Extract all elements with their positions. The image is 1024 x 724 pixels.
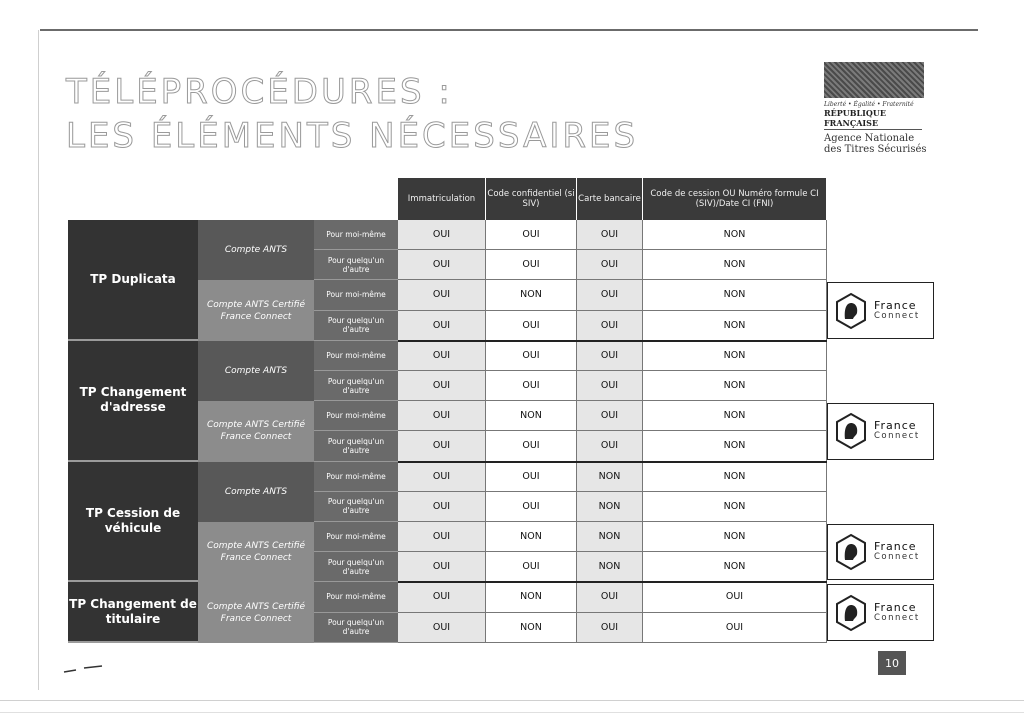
france-connect-line-1: France xyxy=(874,419,917,433)
row-for-label: Pour quelqu'un d'autre xyxy=(314,492,398,522)
table-cell-value: NON xyxy=(643,341,827,371)
france-connect-label xyxy=(874,420,920,442)
table-cell-value: OUI xyxy=(486,220,577,250)
table-cell-value: NON xyxy=(577,462,643,492)
slide-title-line-1: TÉLÉPROCÉDURES : xyxy=(66,72,453,112)
table-cell-value: OUI xyxy=(486,341,577,371)
france-connect-line-1: France xyxy=(874,540,917,554)
table-cell-value: OUI xyxy=(486,311,577,341)
france-connect-badge xyxy=(827,524,934,580)
table-cell-value: OUI xyxy=(398,250,486,280)
pen-scribble-icon xyxy=(62,662,106,676)
table-cell-value: OUI xyxy=(577,311,643,341)
table-cell-value: NON xyxy=(643,522,827,552)
group-divider xyxy=(398,461,827,463)
row-for-label: Pour moi-même xyxy=(314,341,398,371)
table-cell-value: OUI xyxy=(577,250,643,280)
scan-border-left xyxy=(38,30,39,690)
table-cell-value: NON xyxy=(577,522,643,552)
table-cell-value: OUI xyxy=(577,220,643,250)
account-certified-france-connect: Compte ANTS Certifié France Connect xyxy=(198,582,314,642)
account-ants: Compte ANTS xyxy=(198,462,314,522)
table-cell-value: NON xyxy=(486,582,577,612)
logo-agency-line-1: Agence Nationale xyxy=(824,133,915,144)
table-cell-value: NON xyxy=(643,220,827,250)
table-cell-value: OUI xyxy=(577,613,643,643)
scan-border-top xyxy=(40,29,978,31)
procedure-name: TP Duplicata xyxy=(68,220,198,341)
row-for-label: Pour moi-même xyxy=(314,220,398,250)
slide-title xyxy=(66,70,638,158)
table-cell-value: OUI xyxy=(577,582,643,612)
column-header-2: Code confidentiel (si SIV) xyxy=(486,178,577,220)
france-connect-line-1: France xyxy=(874,298,917,312)
table-cell-value: OUI xyxy=(398,522,486,552)
france-connect-badge xyxy=(827,584,934,640)
table-cell-value: NON xyxy=(577,492,643,522)
row-for-label: Pour moi-même xyxy=(314,462,398,492)
france-connect-line-2: Connect xyxy=(874,310,920,321)
france-connect-line-2: Connect xyxy=(874,431,920,442)
logo-republic: RÉPUBLIQUE FRANÇAISE xyxy=(824,108,922,130)
table-cell-value: NON xyxy=(486,613,577,643)
row-for-label: Pour moi-même xyxy=(314,401,398,431)
table-cell-value: OUI xyxy=(398,552,486,582)
table-cell-value: OUI xyxy=(398,462,486,492)
procedure-name: TP Changement de titulaire xyxy=(68,582,198,642)
logo-agency xyxy=(824,133,928,155)
table-cell-value: NON xyxy=(486,280,577,310)
table-cell-value: OUI xyxy=(398,431,486,461)
column-header-1: Immatriculation xyxy=(398,178,486,220)
table-cell-value: OUI xyxy=(486,462,577,492)
france-connect-icon xyxy=(834,533,868,571)
france-connect-line-2: Connect xyxy=(874,552,920,563)
row-for-label: Pour quelqu'un d'autre xyxy=(314,250,398,280)
france-connect-icon xyxy=(834,412,868,450)
account-certified-france-connect: Compte ANTS Certifié France Connect xyxy=(198,522,314,582)
table-cell-value: OUI xyxy=(486,492,577,522)
table-cell-value: OUI xyxy=(398,280,486,310)
logo-motto: Liberté • Égalité • Fraternité xyxy=(824,101,914,108)
logo-agency-line-2: des Titres Sécurisés xyxy=(824,144,927,155)
column-header-4: Code de cession OU Numéro formule CI (SIV)/Date CI (FNI) xyxy=(643,178,827,220)
table-cell-value: OUI xyxy=(486,250,577,280)
procedure-name: TP Cession de véhicule xyxy=(68,462,198,583)
account-ants: Compte ANTS xyxy=(198,220,314,280)
table-cell-value: OUI xyxy=(398,311,486,341)
france-connect-line-1: France xyxy=(874,600,917,614)
france-connect-line-2: Connect xyxy=(874,612,920,623)
table-cell-value: OUI xyxy=(398,492,486,522)
table-cell-value: OUI xyxy=(486,552,577,582)
row-for-label: Pour moi-même xyxy=(314,582,398,612)
table-cell-value: OUI xyxy=(398,401,486,431)
page-number: 10 xyxy=(878,651,906,675)
table-cell-value: OUI xyxy=(486,371,577,401)
account-certified-france-connect: Compte ANTS Certifié France Connect xyxy=(198,280,314,340)
table-cell-value: NON xyxy=(643,552,827,582)
table-cell-value: NON xyxy=(643,401,827,431)
table-cell-value: OUI xyxy=(398,582,486,612)
account-ants: Compte ANTS xyxy=(198,341,314,401)
france-connect-label xyxy=(874,300,920,322)
column-header-3: Carte bancaire xyxy=(577,178,643,220)
table-cell-value: NON xyxy=(643,311,827,341)
table-cell-value: NON xyxy=(577,552,643,582)
table-cell-value: OUI xyxy=(398,613,486,643)
table-cell-value: OUI xyxy=(486,431,577,461)
table-cell-value: OUI xyxy=(577,371,643,401)
table-cell-value: OUI xyxy=(577,401,643,431)
table-cell-value: OUI xyxy=(398,371,486,401)
row-for-label: Pour moi-même xyxy=(314,522,398,552)
france-connect-badge xyxy=(827,282,934,338)
row-for-label: Pour quelqu'un d'autre xyxy=(314,552,398,582)
procedure-name: TP Changement d'adresse xyxy=(68,341,198,462)
table-cell-value: OUI xyxy=(577,431,643,461)
scan-border-bottom xyxy=(0,700,1024,701)
republique-francaise-logo xyxy=(822,62,928,162)
group-divider xyxy=(398,581,827,583)
table-cell-value: OUI xyxy=(643,582,827,612)
row-for-label: Pour moi-même xyxy=(314,280,398,310)
table-cell-value: OUI xyxy=(577,280,643,310)
table-cell-value: NON xyxy=(486,522,577,552)
scan-border-bottom-2 xyxy=(0,712,1024,713)
table-cell-value: NON xyxy=(643,280,827,310)
france-connect-label xyxy=(874,602,920,624)
row-for-label: Pour quelqu'un d'autre xyxy=(314,311,398,341)
france-connect-icon xyxy=(834,594,868,632)
france-connect-badge xyxy=(827,403,934,459)
france-connect-label xyxy=(874,541,920,563)
row-for-label: Pour quelqu'un d'autre xyxy=(314,613,398,643)
slide-title-line-2: LES ÉLÉMENTS NÉCESSAIRES xyxy=(66,116,639,156)
table-cell-value: NON xyxy=(643,462,827,492)
group-divider xyxy=(398,340,827,342)
table-cell-value: OUI xyxy=(577,341,643,371)
table-cell-value: NON xyxy=(643,250,827,280)
france-connect-icon xyxy=(834,292,868,330)
row-for-label: Pour quelqu'un d'autre xyxy=(314,431,398,461)
table-cell-value: OUI xyxy=(398,341,486,371)
table-cell-value: NON xyxy=(643,492,827,522)
table-cell-value: OUI xyxy=(398,220,486,250)
account-certified-france-connect: Compte ANTS Certifié France Connect xyxy=(198,401,314,461)
table-cell-value: NON xyxy=(486,401,577,431)
table-cell-value: NON xyxy=(643,431,827,461)
marianne-flag-icon xyxy=(824,62,924,98)
table-cell-value: OUI xyxy=(643,613,827,643)
row-for-label: Pour quelqu'un d'autre xyxy=(314,371,398,401)
table-cell-value: NON xyxy=(643,371,827,401)
